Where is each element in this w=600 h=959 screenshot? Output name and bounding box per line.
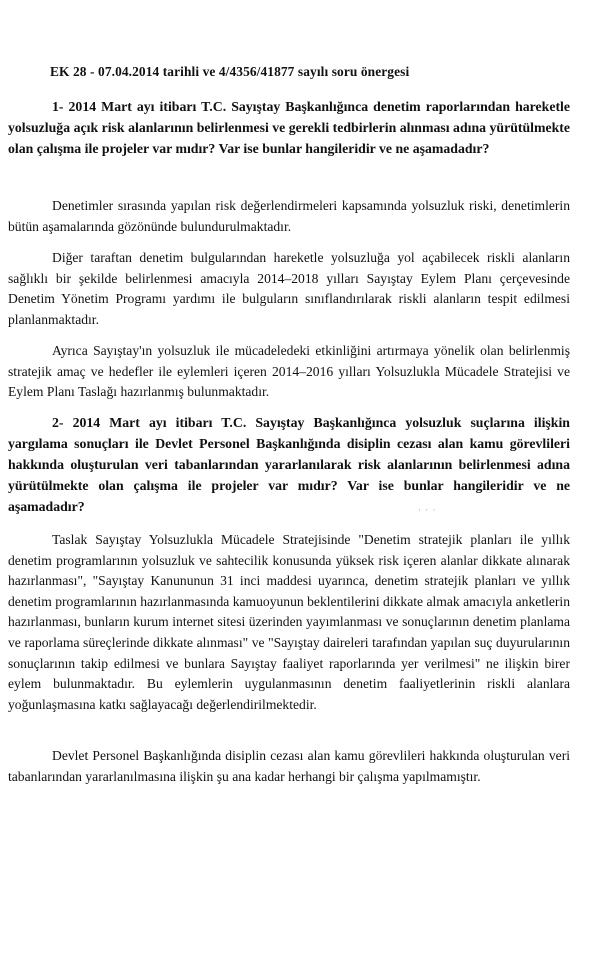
answer-1-paragraph-2: Diğer taraftan denetim bulgularından hareketle yolsuzluğa yol açabilecek riskli alanların sağlıklı bir şekilde belirlenmesi amacıyla 2014–2018 yılları Sayıştay Eylem Planı çerçevesinde Denetim Yönetim Programı yardımı ile bulguların sınıflandırılarak riskli alanların tespit edilmesi planlanmaktadır. [8, 250, 570, 327]
answer-1-paragraph-1: Denetimler sırasında yapılan risk değerlendirmeleri kapsamında yolsuzluk riski, denetimlerin bütün aşamalarında gözönünde bulundurulmaktadır. [8, 198, 570, 234]
answer-2-paragraph-1: Taslak Sayıştay Yolsuzlukla Mücadele Stratejisinde "Denetim stratejik planları ile yıllık denetim programlarının yolsuzluk ve sahtecilik konusunda yüksek risk içeren alanlar dikkate alınarak hazırlanması", "Sayıştay Kanununun 31 inci maddesi uyarınca, denetim stratejik planları ve yıllık denetim programlarının hazırlanmasında kamuoyunun beklentilerini dikkate almak amacıyla anketlerin hazırlanması, bunların kurum internet sitesi üzerinden yayımlanması ve sonuçlarının denetim planlama ve raporlama süreçlerinde dikkate alınması" ve "Sayıştay daireleri tarafından yapılan suç duyurularının sonuçlarının takip edilmesi ve bunlara Sayıştay faaliyet raporlarında yer verilmesi" ne ilişkin birer eylem bulunmaktadır. Bu eylemlerin uygulanmasının denetim faaliyetlerinin riskli alanlara yoğunlaşmasına katkı sağlayacağı değerlendirilmektedir. [8, 532, 570, 712]
answer-2-paragraph-2: Devlet Personel Başkanlığında disiplin cezası alan kamu görevlileri hakkında oluşturulan veri tabanlarından yararlanılmasına ilişkin şu ana kadar herhangi bir çalışma yapılmamıştır. [8, 748, 570, 784]
question-2: 2- 2014 Mart ayı itibarı T.C. Sayıştay Başkanlığınca yolsuzluk suçlarına ilişkin yargılama sonuçları ile Devlet Personel Başkanlığında disiplin cezası alan kamu görevlileri hakkında oluşturulan veri tabanlarından yararlanılarak risk alanlarının belirlenmesi adına yürütülmekte olan çalışma ile projeler var mıdır? Var ise bunlar hangileridir ve ne aşamadadır? [8, 415, 570, 514]
answer-1-paragraph-3: Ayrıca Sayıştay'ın yolsuzluk ile mücadeledeki etkinliğini artırmaya yönelik olan belirlenmiş stratejik amaç ve hedefler ile eylemleri içeren 2014–2016 yılları Yolsuzlukla Mücadele Stratejisi ve Eylem Planı Taslağı hazırlanmış bulunmaktadır. [8, 343, 570, 400]
scan-smudge-mark: · · · [418, 505, 437, 515]
question-1: 1- 2014 Mart ayı itibarı T.C. Sayıştay Başkanlığınca denetim raporlarından hareketle yolsuzluğa açık risk alanlarının belirlenmesi ve gerekli tedbirlerin alınması adına yürütülmekte olan çalışma ile projeler var mıdır? Var ise bunlar hangileridir ve ne aşamadadır? [8, 99, 570, 156]
document-heading: EK 28 - 07.04.2014 tarihli ve 4/4356/41877 sayılı soru önergesi [50, 64, 410, 79]
